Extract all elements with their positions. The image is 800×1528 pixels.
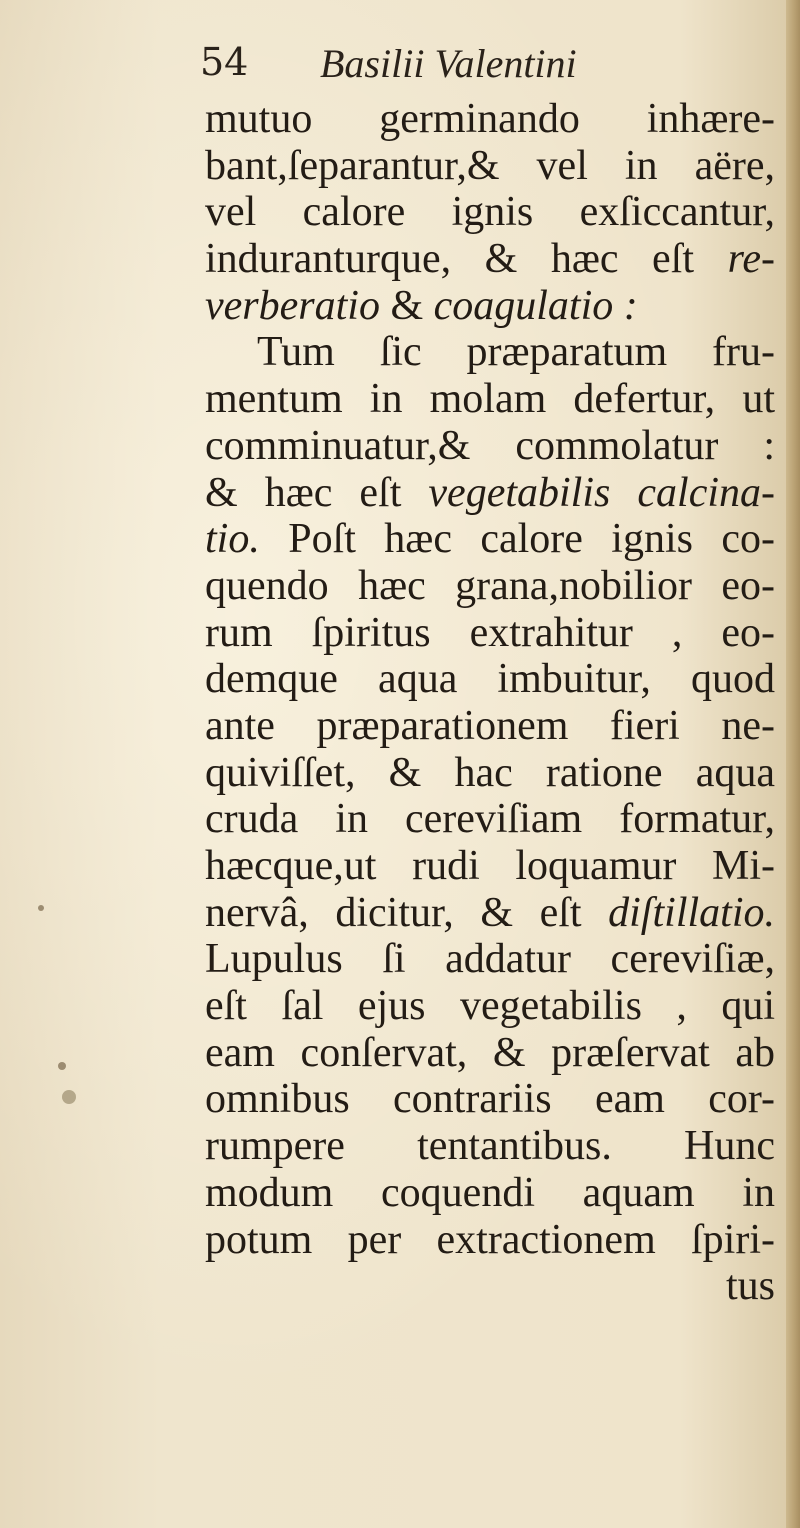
italic-term: re- [727, 236, 775, 283]
page-number: 54 [200, 40, 249, 84]
italic-term: verberatio [205, 282, 380, 329]
text-line [205, 470, 775, 517]
text-line [205, 563, 775, 610]
text-line [205, 189, 775, 236]
text-segment: cruda in cereviſiam formatur, [205, 796, 775, 843]
running-head: Basilii Valentini [320, 41, 577, 86]
text-line [205, 1263, 775, 1310]
text-line [205, 796, 775, 843]
text-segment: nervâ, dicitur, & eſt [205, 889, 609, 936]
text-segment: potum per extractionem ſpiri- [205, 1216, 775, 1263]
text-line [205, 516, 775, 563]
text-segment: quendo hæc grana,nobilior eo- [205, 562, 775, 609]
text-segment: induranturque, & hæc eſt [205, 236, 728, 283]
ink-spot [62, 1090, 76, 1104]
text-segment: demque aqua imbuitur, quod [205, 656, 775, 703]
text-segment: mutuo germinando inhære- [205, 96, 775, 142]
text-line [205, 610, 775, 657]
text-segment: & [379, 282, 434, 329]
italic-term: vegetabilis calcina- [428, 469, 775, 516]
text-line [205, 143, 775, 190]
text-line [205, 983, 775, 1030]
text-segment: eam conſervat, & præſervat ab [205, 1029, 775, 1076]
text-segment: hæcque,ut rudi loquamur Mi- [205, 843, 775, 889]
page-edge [786, 0, 800, 1528]
text-segment: eſt ſal ejus vegetabilis , qui [205, 983, 775, 1030]
text-segment: & hæc eſt [205, 469, 429, 516]
text-segment: Poſt hæc calore ignis co- [259, 516, 775, 563]
text-line [205, 376, 775, 423]
italic-term: diſtillatio. [608, 889, 775, 936]
ink-spot [58, 1062, 66, 1070]
text-segment: vel calore ignis exſiccantur, [205, 189, 775, 236]
text-segment: mentum in molam defertur, ut [205, 376, 775, 423]
text-segment: Tum ſic præparatum fru- [257, 329, 775, 376]
text-segment: tus [725, 1263, 775, 1310]
text-line [205, 423, 775, 470]
text-segment: omnibus contrariis eam cor- [205, 1076, 775, 1123]
text-segment: Lupulus ſi addatur cereviſiæ, [205, 936, 775, 983]
text-line [205, 843, 775, 890]
text-segment: ante præparationem fieri ne- [205, 702, 775, 749]
italic-term: tio. [205, 516, 260, 563]
ink-spot [38, 905, 44, 911]
text-segment: comminuatur,& commolatur : [205, 422, 775, 469]
text-line [205, 329, 775, 376]
text-line [205, 1030, 775, 1077]
text-line [205, 703, 775, 750]
text-line [205, 96, 775, 143]
text-segment: rum ſpiritus extrahitur , eo- [205, 609, 775, 656]
text-line [205, 1123, 775, 1170]
text-line [205, 283, 775, 330]
text-segment: rumpere tentantibus. Hunc [205, 1123, 775, 1170]
text-line [205, 890, 775, 937]
text-segment: modum coquendi aquam in [205, 1169, 775, 1216]
text-line [205, 656, 775, 703]
text-line [205, 236, 775, 283]
page-header [200, 40, 740, 90]
text-segment: quiviſſet, & hac ratione aqua [205, 749, 775, 796]
text-segment: bant,ſeparantur,& vel in aëre, [205, 142, 775, 189]
italic-term: coagulatio : [433, 282, 638, 329]
text-line [205, 936, 775, 983]
text-line [205, 750, 775, 797]
text-line [205, 1170, 775, 1217]
text-line [205, 1217, 775, 1264]
text-line [205, 1076, 775, 1123]
body-text [205, 96, 775, 1310]
